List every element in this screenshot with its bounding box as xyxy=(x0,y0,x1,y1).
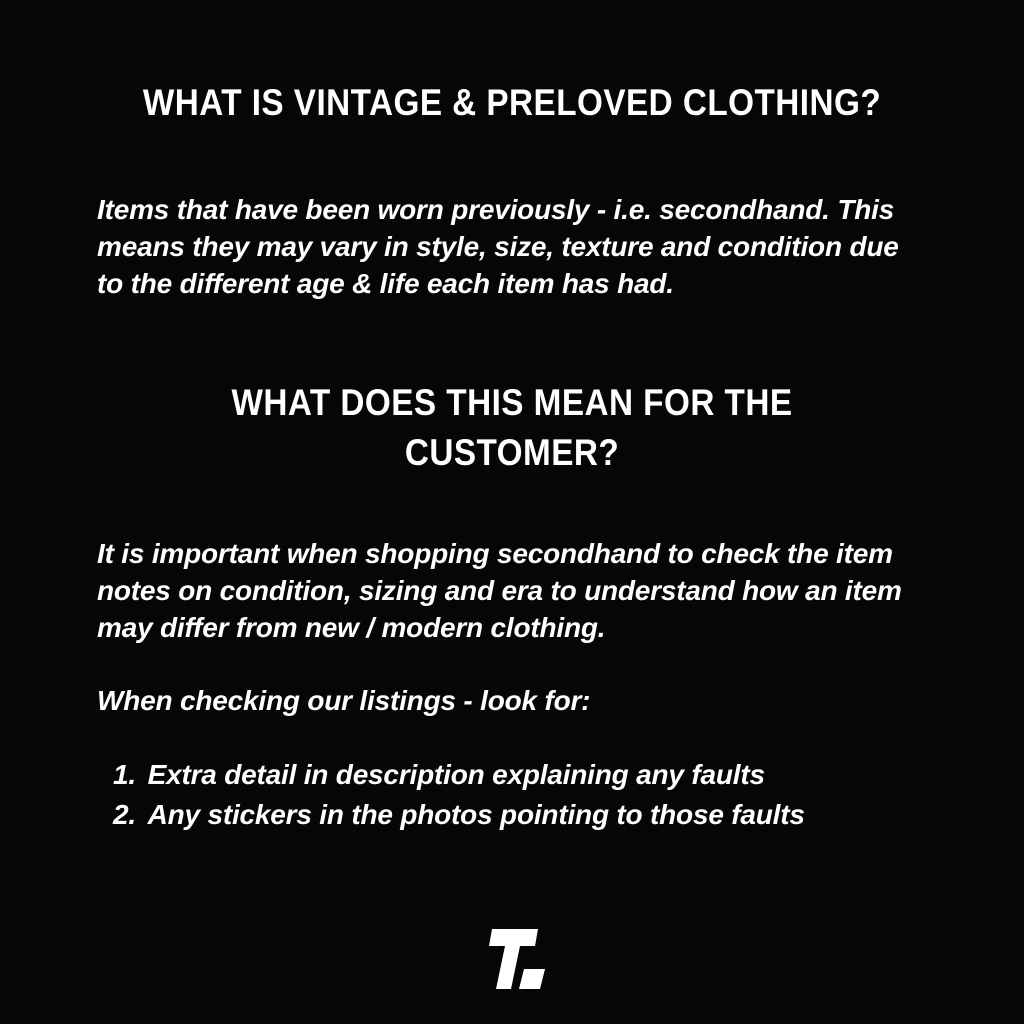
listing-intro-text: When checking our listings - look for: xyxy=(97,685,591,716)
paragraph-line: Items that have been worn previously - i.e. secondhand. This xyxy=(97,194,895,225)
list-item xyxy=(113,755,1024,795)
subheading-line: WHAT DOES THIS MEAN FOR THE xyxy=(231,382,793,423)
list-item xyxy=(113,795,1024,835)
list-item-number: 2. xyxy=(113,799,136,830)
faults-checklist xyxy=(113,755,1024,835)
logo-t-bar xyxy=(489,929,538,946)
body-paragraph xyxy=(97,535,1024,646)
list-item-text: Extra detail in description explaining any faults xyxy=(147,759,765,790)
paragraph-line: It is important when shopping secondhand to check the item xyxy=(97,538,893,569)
paragraph-line: means they may vary in style, size, texture and condition due xyxy=(97,231,899,262)
logo-t-stem xyxy=(496,946,520,989)
section-subheading xyxy=(51,378,973,478)
list-item-text: Any stickers in the photos pointing to those faults xyxy=(147,799,805,830)
paragraph-line: to the different age & life each item has had. xyxy=(97,268,674,299)
paragraph-line: may differ from new / modern clothing. xyxy=(97,612,606,643)
list-item-number: 1. xyxy=(113,759,136,790)
brand-logo-t-mark xyxy=(477,929,547,991)
intro-paragraph xyxy=(97,191,1024,302)
subheading-line: CUSTOMER? xyxy=(404,432,620,473)
paragraph-line: notes on condition, sizing and era to understand how an item xyxy=(97,575,902,606)
logo-period-dot xyxy=(519,969,545,989)
page-title: WHAT IS VINTAGE & PRELOVED CLOTHING? xyxy=(142,82,882,123)
